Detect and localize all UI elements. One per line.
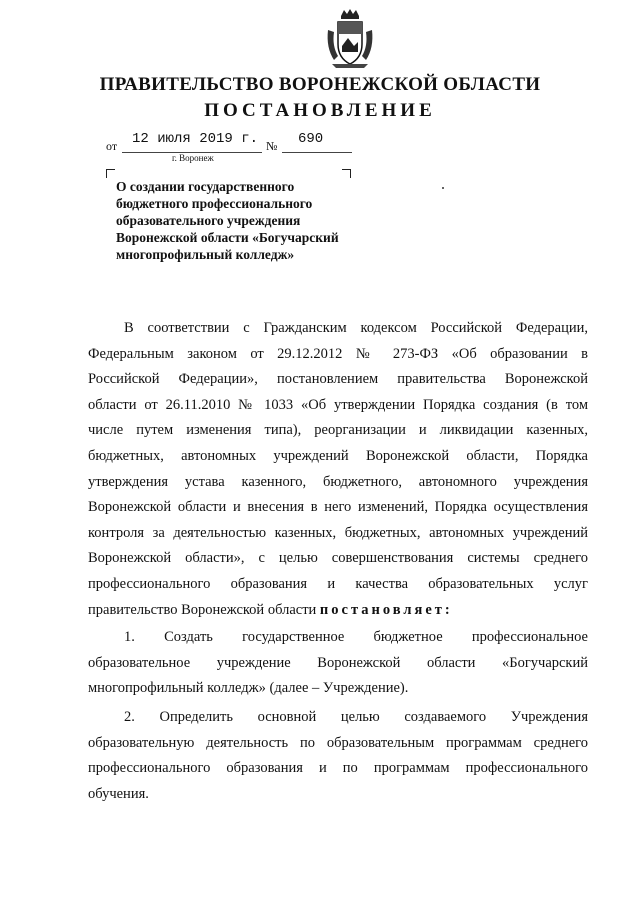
preamble-line: Федеральным законом от 29.12.2012 № 273-ФЗ «Об образовании в — [88, 345, 588, 362]
title-line: Воронежской области «Богучарский — [116, 230, 339, 245]
title-corner-right — [342, 169, 351, 178]
preamble-line: области от 26.11.2010 № 1033 «Об утверждении Порядка создания (в том — [88, 396, 588, 413]
decree-item-1 — [88, 625, 588, 702]
number-sign: № — [266, 139, 278, 153]
city-label: г. Воронеж — [172, 153, 214, 163]
preamble-line: В соответствии с Гражданским кодексом Российской Федерации, — [124, 320, 588, 336]
document-date: 12 июля 2019 г. — [132, 131, 259, 147]
item-line: обучения. — [88, 785, 149, 802]
preamble-line: бюджетных, автономных учреждений Воронежской области, Порядка — [88, 447, 588, 464]
item-line: профессионального образования и по программам профессионального — [88, 760, 588, 777]
coat-of-arms-emblem — [324, 8, 376, 70]
title-line: образовательного учреждения — [116, 213, 301, 228]
title-line: бюджетного профессионального — [116, 196, 313, 211]
decree-word: постановляет: — [319, 601, 453, 618]
title-corner-left — [106, 169, 115, 178]
preamble-line: контроля за деятельностью казенных, бюджетных, автономных учреждений — [88, 524, 588, 541]
item-line: образовательное учреждение Воронежской области «Богучарский — [88, 654, 588, 671]
organization-name: ПРАВИТЕЛЬСТВО ВОРОНЕЖСКОЙ ОБЛАСТИ — [99, 74, 541, 95]
preamble-line: Российской Федерации», постановлением правительства Воронежской — [88, 371, 588, 388]
title-line: О создании государственного — [116, 179, 295, 194]
preamble-closing-text: правительство Воронежской области — [88, 601, 320, 618]
item-line: 2. Определить основной целью создаваемого Учреждения — [124, 709, 588, 725]
preamble-line: числе путем изменения типа), реорганизации и ликвидации казенных, — [88, 422, 588, 439]
item-line: многопрофильный колледж» (далее – Учреждение). — [88, 680, 409, 697]
decree-item-2 — [88, 705, 588, 807]
stray-dot — [442, 187, 444, 189]
item-line: образовательную деятельность по образовательным программам среднего — [88, 734, 588, 751]
preamble-closing-line — [88, 598, 588, 624]
document-number: 690 — [298, 131, 324, 147]
number-underline — [282, 152, 352, 153]
preamble-line: Воронежской области», с целью совершенствования системы среднего — [88, 550, 588, 567]
preamble-line: утверждения устава казенного, бюджетного, автономного учреждения — [88, 473, 588, 490]
preamble-paragraph — [88, 316, 588, 623]
date-prefix: от — [106, 139, 118, 153]
item-line: 1. Создать государственное бюджетное профессиональное — [124, 629, 588, 645]
preamble-line: профессионального образования и качества образовательных услуг — [88, 575, 588, 592]
document-type: ПОСТАНОВЛЕНИЕ — [204, 100, 436, 121]
preamble-line: Воронежской области и внесения в него изменений, Порядка осуществления — [88, 499, 588, 516]
document-title — [116, 178, 376, 263]
title-line: многопрофильный колледж» — [116, 247, 295, 262]
